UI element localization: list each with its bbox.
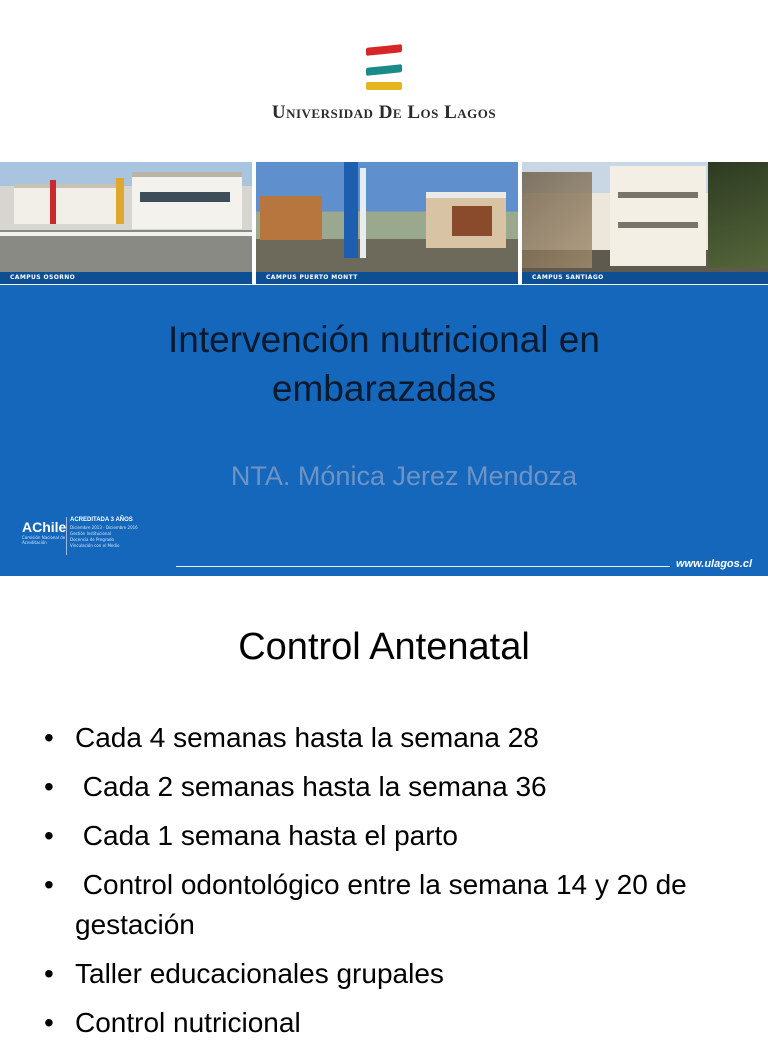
bullet-icon: • xyxy=(44,820,54,851)
accreditation-line: Diciembre 2013 - Diciembre 2016 xyxy=(70,525,138,530)
accreditation-heading: ACREDITADA 3 AÑOS xyxy=(70,517,133,523)
accreditation-line: Docencia de Pregrado xyxy=(70,537,115,542)
presentation-title xyxy=(0,315,768,413)
list-item xyxy=(44,718,744,758)
bullet-icon: • xyxy=(44,771,54,802)
university-name: Universidad De Los Lagos xyxy=(271,102,497,123)
bullet-text: Taller educacionales grupales xyxy=(75,958,444,989)
accreditation-details xyxy=(70,525,170,549)
bullet-icon: • xyxy=(44,722,54,753)
bullet-text: Cada 1 semana hasta el parto xyxy=(75,820,458,851)
list-item xyxy=(44,954,744,994)
university-emblem-icon xyxy=(366,44,402,92)
university-logo xyxy=(0,44,768,124)
slide-title: Control Antenatal xyxy=(238,626,530,668)
bullet-text: Control odontológico entre la semana 14 y 20 de gestación xyxy=(75,869,695,940)
campus-photo-puerto-montt xyxy=(256,162,518,284)
campus-caption: CAMPUS PUERTO MONTT xyxy=(256,272,518,284)
content-slide xyxy=(0,576,768,1038)
footer-rule xyxy=(176,566,670,567)
accreditation-logo-icon: AChile xyxy=(22,519,67,535)
list-item xyxy=(44,767,744,807)
bullet-list xyxy=(44,718,744,1052)
bullet-icon: • xyxy=(44,958,54,989)
author-name: NTA. Mónica Jerez Mendoza xyxy=(230,461,578,491)
accreditation-badge xyxy=(22,517,172,557)
list-item xyxy=(44,865,744,945)
bullet-icon: • xyxy=(44,869,54,900)
campus-photo-santiago xyxy=(522,162,768,284)
campus-caption: CAMPUS OSORNO xyxy=(0,272,252,284)
list-item xyxy=(44,1003,744,1043)
campus-photo-strip xyxy=(0,162,768,284)
accreditation-line: Gestión Institucional xyxy=(70,531,112,536)
title-line-2: embarazadas xyxy=(271,368,497,409)
bullet-text: Control nutricional xyxy=(75,1007,301,1038)
title-band xyxy=(0,285,768,576)
bullet-text: Cada 2 semanas hasta la semana 36 xyxy=(75,771,547,802)
title-line-1: Intervención nutricional en xyxy=(168,319,600,360)
website-link[interactable]: www.ulagos.cl xyxy=(676,558,752,570)
accreditation-line: Vinculación con el Medio xyxy=(70,543,120,548)
bullet-icon: • xyxy=(44,1007,54,1038)
campus-photo-osorno xyxy=(0,162,252,284)
list-item xyxy=(44,816,744,856)
bullet-text: Cada 4 semanas hasta la semana 28 xyxy=(75,722,539,753)
accreditation-agency: Comisión Nacional de Acreditación xyxy=(22,535,66,545)
campus-caption: CAMPUS SANTIAGO xyxy=(522,272,768,284)
